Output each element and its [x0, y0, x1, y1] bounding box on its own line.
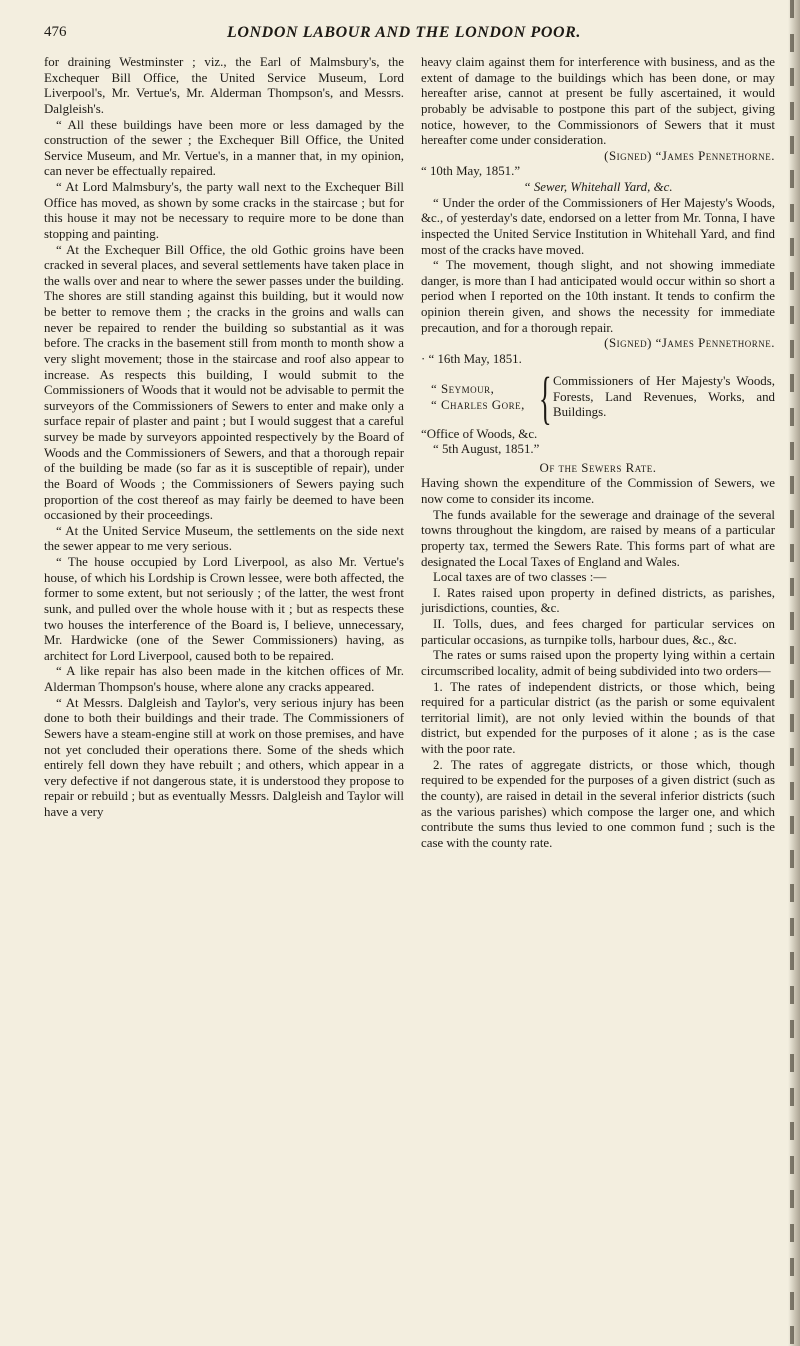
- signatory-name: “ Charles Gore,: [431, 397, 525, 412]
- page-header: [44, 24, 764, 48]
- signature-line: [421, 336, 775, 352]
- office-line: “Office of Woods, &c.: [421, 426, 538, 441]
- paragraph: “ All these buildings have been more or less damaged by the construction of the sewer ; the Exchequer Bill Office, the United Service Museum, and Mr. Vertue's, in a manner that, in my opinion, can never be effectually repaired.: [44, 117, 404, 179]
- paragraph: for draining Westminster ; viz., the Earl of Malmsbury's, the Exchequer Bill Office, the United Service Museum, Lord Liverpool's, Mr. Vertue's, Mr. Alderman Thompson's, and Messrs. Dalgleish's.: [44, 55, 404, 116]
- date-line: “ 10th May, 1851.”: [421, 164, 521, 179]
- date-line: “ 5th August, 1851.”: [433, 442, 540, 457]
- signatory-name: “ Seymour,: [431, 381, 495, 396]
- page-number: 476: [44, 24, 67, 40]
- paragraph: II. Tolls, dues, and fees charged for particular services on particular occasions, as turnpike tolls, harbour dues, &c., &c.: [421, 617, 775, 647]
- paragraph: “ The house occupied by Lord Liverpool, as also Mr. Vertue's house, of which his Lordship is Crown lessee, were both affected, the former to some extent, but not seriously ; of the latter, the west front sunk, and pulled over the whole house with it ; but as respects these two houses the interference of the Board is, I believe, unnecessary, Mr. Hardwicke (one of the Sewer Commissioners) having, as architect for Lord Liverpool, caused both to be repaired.: [44, 555, 404, 663]
- signatory-title: Commissioners of Her Majesty's Woods, Forests, Land Revenues, Works, and Buildings.: [553, 374, 775, 420]
- signature-text: (Signed) “James Pennethorne.: [604, 336, 775, 351]
- paragraph: “ At Messrs. Dalgleish and Taylor's, very serious injury has been done to both their buildings and their trade. The Commissioners of Sewers have a steam-engine still at work on those premises, and have not yet concluded their operations there. Some of the sheds which entirely fell down they have rebuilt ; and others, which appear in a very defective if not dangerous state, it is understood they propose to repair or rebuild ; but as eventually Messrs. Dalgleish and Taylor will have a very: [44, 695, 404, 819]
- paragraph: “ At the United Service Museum, the settlements on the side next the sewer appear to me very serious.: [44, 523, 404, 554]
- date-line: · “ 16th May, 1851.: [421, 351, 522, 366]
- signature-line: [421, 149, 775, 165]
- right-column: [421, 55, 775, 851]
- paragraph: I. Rates raised upon property in defined districts, as parishes, jurisdictions, counties, &c.: [421, 585, 775, 616]
- paragraph: “ Under the order of the Commissioners of Her Majesty's Woods, &c., of yesterday's date, endorsed on a letter from Mr. Tonna, I have inspected the United Service Institution in Whitehall Yard, and find most of the cracks have moved.: [421, 195, 775, 257]
- paragraph: The rates or sums raised upon the property lying within a certain circumscribed locality, admit of being subdivided into two orders—: [421, 648, 775, 678]
- paragraph: Having shown the expenditure of the Commission of Sewers, we now come to consider its income.: [421, 476, 775, 506]
- paragraph: The funds available for the sewerage and drainage of the several towns throughout the kingdom, are raised by means of a particular property tax, termed the Sewers Rate. This forms part of what are designated the Local Taxes of England and Wales.: [421, 507, 775, 569]
- paragraph: “ A like repair has also been made in the kitchen offices of Mr. Alderman Thompson's house, where alone any cracks appeared.: [44, 664, 404, 694]
- paragraph: “ At the Exchequer Bill Office, the old Gothic groins have been cracked in several places, and several settlements have taken place in the walls over and near to where the sewer passes under the building. The shores are still standing against this building, but it would now be better to remove them ; the cracks in the groins and walls can never be repaired to render the building so substantial as it was before. The cracks in the basement still from month to month show a very slight movement; those in the staircase and roof also appear to increase. As respects this building, I would submit to the Commissioners of Woods that it would not be advisable to permit the surveyors of the Commissioners of Sewers to enter and make only a surface repair of plaster and paint ; but I would suggest that a careful survey be made by surveyors appointed respectively by the Board of Woods and the Commissioners of Sewers, and that a thorough repair of the building be made (so far as it is susceptible of repair), under the Board of Woods ; the Commissioners of Sewers paying such proportion of the cost thereof as may fairly be deemed to have been occasioned by their proceedings.: [44, 242, 404, 523]
- paragraph: 2. The rates of aggregate districts, or those which, though required to be expended for the purposes of a given district (such as the county), are raised in detail in the several inferior districts (such as the various parishes) which compose the larger one, and which contribute the sums thus levied to one common fund ; such is the case with the county rate.: [421, 757, 775, 850]
- signature-text: (Signed) “James Pennethorne.: [604, 148, 775, 163]
- signatory-names: [421, 382, 539, 413]
- brace-icon: {: [539, 364, 552, 430]
- address-line: “ Sewer, Whitehall Yard, &c.: [523, 180, 673, 194]
- paragraph: heavy claim against them for interference with business, and as the extent of damage to the buildings which has been done, or may hereafter arise, cannot at present be fully ascertained, it would probably be advisable to postpone this part of the subject, giving notice, however, to the Commissionors of Sewers that it must hereafter come under consideration.: [421, 55, 775, 148]
- section-heading: Of the Sewers Rate.: [539, 460, 657, 475]
- left-column: [44, 55, 404, 821]
- paragraph: “ At Lord Malmsbury's, the party wall next to the Exchequer Bill Office has moved, as shown by some cracks in the staircase ; but for this house it may not be necessary to require more to be done than stopping and painting.: [44, 180, 404, 241]
- paragraph: 1. The rates of independent districts, or those which, being required for a particular district (as the parish or some equivalent territorial limit), are not only levied within the bounds of that district, but expended for the purposes of it alone ; as is the case with the poor rate.: [421, 679, 775, 756]
- signatories-block: [421, 364, 775, 430]
- paragraph: Local taxes are of two classes :—: [433, 570, 607, 585]
- page-edge-marks: [790, 0, 794, 1346]
- paragraph: “ The movement, though slight, and not showing immediate danger, is more than I had anticipated would occur within so short a period when I reported on the 10th instant. It tends to confirm the opinion therein given, and shows the necessity for immediate precaution, and for a thorough repair.: [421, 258, 775, 335]
- running-head: LONDON LABOUR AND THE LONDON POOR.: [226, 24, 582, 41]
